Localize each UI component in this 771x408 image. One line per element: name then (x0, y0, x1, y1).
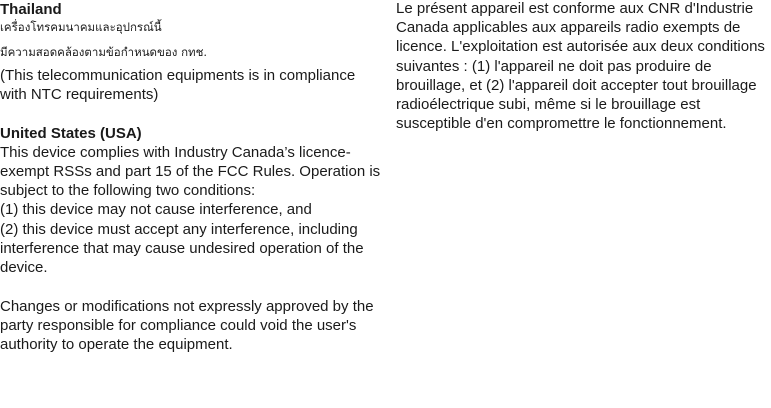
left-column (0, 0, 385, 355)
usa-condition-1: (1) this device may not cause interference, and (0, 201, 312, 219)
thailand-thai-line-2: มีความสอดคล้องตามข้อกำหนดของ กทช. (0, 45, 208, 59)
paragraph-spacer (0, 278, 385, 297)
usa-heading: United States (USA) (0, 124, 142, 142)
thailand-heading: Thailand (0, 1, 62, 18)
canada-fr-text: Le présent appareil est conforme aux CNR d'Industrie Canada applicables aux appareils radio exempts de licence. L'exploitation est autorisée aux deux conditions suivantes : (1) l'appareil ne doit pas produire de brouillage, et (2) l'appareil doit accepter tout brouillage radioélectrique subi, même si le brouillage est susceptible d'en compromettre le fonctionnement. (396, 0, 765, 133)
canada-fr-section (396, 0, 768, 133)
usa-section (0, 124, 385, 355)
thailand-thai-line-1: เครื่องโทรคมนาคมและอุปกรณ์นี้ (0, 20, 162, 34)
thailand-section (0, 0, 385, 105)
thailand-english-note: (This telecommunication equipments is in compliance with NTC requirements) (0, 67, 356, 104)
usa-condition-2: (2) this device must accept any interference, including interference that may cause undesired operation of the device. (0, 220, 364, 277)
usa-changes-warning: Changes or modifications not expressly approved by the party responsible for compliance could void the user's authority to operate the equipment. (0, 297, 374, 354)
section-spacer (0, 105, 385, 124)
usa-compliance-text: This device complies with Industry Canada’s licence-exempt RSSs and part 15 of the FCC Rules. Operation is subject to the following two conditions: (0, 143, 381, 200)
right-column (396, 0, 768, 133)
